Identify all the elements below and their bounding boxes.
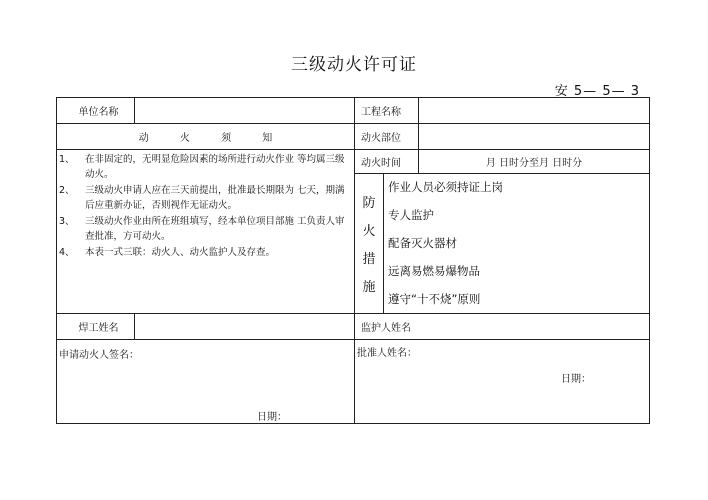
fire-prevention-char: 火 <box>362 224 376 239</box>
notice-item <box>59 183 350 213</box>
approver-name-label: 批准人姓名： <box>357 348 417 359</box>
document-number: 安 5— 5— 3 <box>554 84 640 99</box>
fire-prevention-measures <box>384 174 650 314</box>
project-name-label: 工程名称 <box>355 98 419 124</box>
applicant-sign-label: 申请动火人签名： <box>59 350 139 361</box>
measure-item: 配备灭火器材 <box>388 236 457 250</box>
fire-prevention-char: 防 <box>362 196 376 211</box>
notice-number: 1、 <box>59 154 75 165</box>
measure-item: 专人监护 <box>388 208 434 222</box>
measure-item: 远离易燃易爆物品 <box>388 264 480 278</box>
notice-text: 三级动火作业由所在班组填写，经本单位项目部施 工负责人审查批准，方可动火。 <box>85 216 345 242</box>
fire-prevention-char: 施 <box>362 280 376 295</box>
welder-name-field[interactable] <box>135 314 355 340</box>
permit-form-table <box>56 97 650 424</box>
fire-time-label: 动火时间 <box>355 150 419 174</box>
approver-date-label: 日期： <box>561 374 591 385</box>
welder-name-label: 焊工姓名 <box>57 314 135 340</box>
notice-text: 本表一式三联：动火人、动火监护人及存查。 <box>85 247 276 258</box>
unit-name-field[interactable] <box>135 98 355 124</box>
fire-prevention-char: 措 <box>362 252 376 267</box>
notice-text: 在非固定的，无明显危险因素的场所进行动火作业 等均属三级动火。 <box>85 154 345 180</box>
notice-heading: 动 火 须 知 <box>57 124 355 150</box>
notice-number: 3、 <box>59 216 75 227</box>
applicant-sign-field[interactable] <box>57 340 355 424</box>
notice-list <box>57 150 355 314</box>
notice-item <box>59 152 350 182</box>
fire-time-field[interactable]: 月 日时分至月 日时分 <box>419 150 650 174</box>
notice-item <box>59 214 350 244</box>
notice-number: 2、 <box>59 185 75 196</box>
fire-location-field[interactable] <box>419 124 650 150</box>
page-title: 三级动火许可证 <box>291 55 417 75</box>
measure-item: 遵守“十不烧”原则 <box>388 292 481 306</box>
measure-item: 作业人员必须持证上岗 <box>388 180 503 194</box>
fire-prevention-heading <box>355 174 384 314</box>
supervisor-name-label: 监护人姓名 <box>355 314 650 340</box>
project-name-field[interactable] <box>419 98 650 124</box>
applicant-date-label: 日期： <box>257 412 287 423</box>
notice-number: 4、 <box>59 247 75 258</box>
fire-location-label: 动火部位 <box>355 124 419 150</box>
unit-name-label: 单位名称 <box>57 98 135 124</box>
notice-item <box>59 245 350 260</box>
approver-sign-field[interactable] <box>355 340 650 424</box>
notice-text: 三级动火申请人应在三天前提出，批准最长期限为 七天，期满后应重新办证，否则视作无证动火。 <box>85 185 345 211</box>
